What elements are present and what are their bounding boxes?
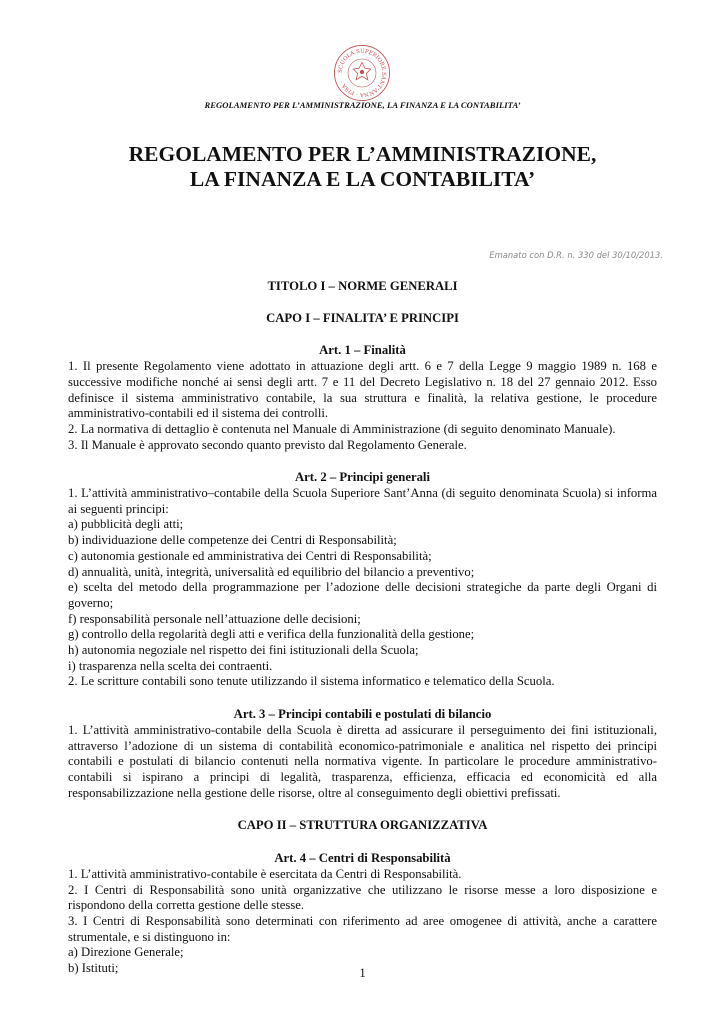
svg-text:SCUOLA SUPERIORE SANT'ANNA · P: SCUOLA SUPERIORE SANT'ANNA · PISA · xyxy=(337,48,387,98)
article-paragraph: 2. La normativa di dettaglio è contenuta nel Manuale di Amministrazione (di seguito denominato Manuale). xyxy=(68,421,616,436)
title-line-2: LA FINANZA E LA CONTABILITA’ xyxy=(189,167,536,191)
list-item: d) annualità, unità, integrità, universalità ed equilibrio del bilancio a preventivo; xyxy=(68,564,475,579)
capo-heading: CAPO I – FINALITA’ E PRINCIPI xyxy=(266,310,459,325)
list-item: i) trasparenza nella scelta dei contraenti. xyxy=(68,658,273,673)
titolo-heading: TITOLO I – NORME GENERALI xyxy=(267,279,458,293)
list-item: g) controllo della regolarità degli atti e verifica della funzionalità della gestione; xyxy=(68,627,475,642)
article-paragraph: 3. Il Manuale è approvato secondo quanto previsto dal Regolamento Generale. xyxy=(68,437,467,452)
article-heading: Art. 1 – Finalità xyxy=(319,343,406,358)
list-item: a) pubblicità degli atti; xyxy=(68,517,184,532)
article-heading: Art. 3 – Principi contabili e postulati di bilancio xyxy=(233,707,492,722)
article-paragraph: 2. Le scritture contabili sono tenute utilizzando il sistema informatico e telematico della Scuola. xyxy=(68,674,555,689)
article-heading: Art. 2 – Principi generali xyxy=(295,470,430,485)
article-paragraph: 1. L’attività amministrativo–contabile della Scuola Superiore Sant’Anna (di seguito denominata Scuola) si informa ai seguenti principi: xyxy=(68,486,657,516)
list-item: a) Direzione Generale; xyxy=(68,945,184,960)
running-header: REGOLAMENTO PER L’AMMINISTRAZIONE, LA FINANZA E LA CONTABILITA’ xyxy=(204,100,521,110)
capo-heading: CAPO II – STRUTTURA ORGANIZZATIVA xyxy=(237,818,488,833)
issuance-note: Emanato con D.R. n. 330 del 30/10/2013. xyxy=(489,250,663,260)
document-body xyxy=(68,279,657,977)
article-paragraph: 2. I Centri di Responsabilità sono unità organizzative che utilizzano le risorse messe a loro disposizione e rispondono della corretta gestione delle stesse. xyxy=(68,882,657,913)
article-paragraph: 1. L’attività amministrativo-contabile della Scuola è diretta ad assicurare il perseguimento dei fini istituzionali, attraverso l’adozione di un sistema di contabilità economico-patrimoniale e analitica nel rispetto dei principi contabili e postulati di bilancio contenuti nella normativa vigente. In particolare le procedure amministrativo-contabili si ispirano a principi di legalità, trasparenza, efficienza, efficacia ed economicità ed alla responsabilizzazione nella gestione delle risorse, oltre al conseguimento degli obiettivi prefissati. xyxy=(68,722,657,800)
list-item: f) responsabilità personale nell’attuazione delle decisioni; xyxy=(68,611,361,626)
list-item: c) autonomia gestionale ed amministrativa dei Centri di Responsabilità; xyxy=(68,548,432,563)
title-line-1: REGOLAMENTO PER L’AMMINISTRAZIONE, xyxy=(128,142,597,166)
article-paragraph: 1. Il presente Regolamento viene adottato in attuazione degli artt. 6 e 7 della Legge 9 maggio 1989 n. 168 e successive modifiche nonché ai sensi degli artt. 7 e 11 del Decreto Legislativo n. 18 del 27 gennaio 2012. Esso definisce il sistema amministrativo contabile, la sua struttura e finalità, la relativa gestione, le procedure amministrativo-contabili ed il sistema dei controlli. xyxy=(68,359,657,421)
list-item: b) Istituti; xyxy=(68,961,119,976)
list-item: h) autonomia negoziale nel rispetto dei fini istituzionali della Scuola; xyxy=(68,643,419,658)
article-paragraph: 3. I Centri di Responsabilità sono determinati con riferimento ad aree omogenee di attività, anche a carattere strumentale, e si distinguono in: xyxy=(68,913,657,944)
page-number: 1 xyxy=(359,966,366,980)
article-heading: Art. 4 – Centri di Responsabilità xyxy=(274,851,451,866)
article-paragraph: 1. L’attività amministrativo-contabile è esercitata da Centri di Responsabilità. xyxy=(68,866,462,881)
document-title xyxy=(0,142,725,192)
list-item: e) scelta del metodo della programmazione per l’adozione delle decisioni strategiche da parte degli Organi di governo; xyxy=(68,580,657,610)
list-item: b) individuazione delle competenze dei Centri di Responsabilità; xyxy=(68,533,397,548)
school-seal-logo xyxy=(333,44,391,102)
